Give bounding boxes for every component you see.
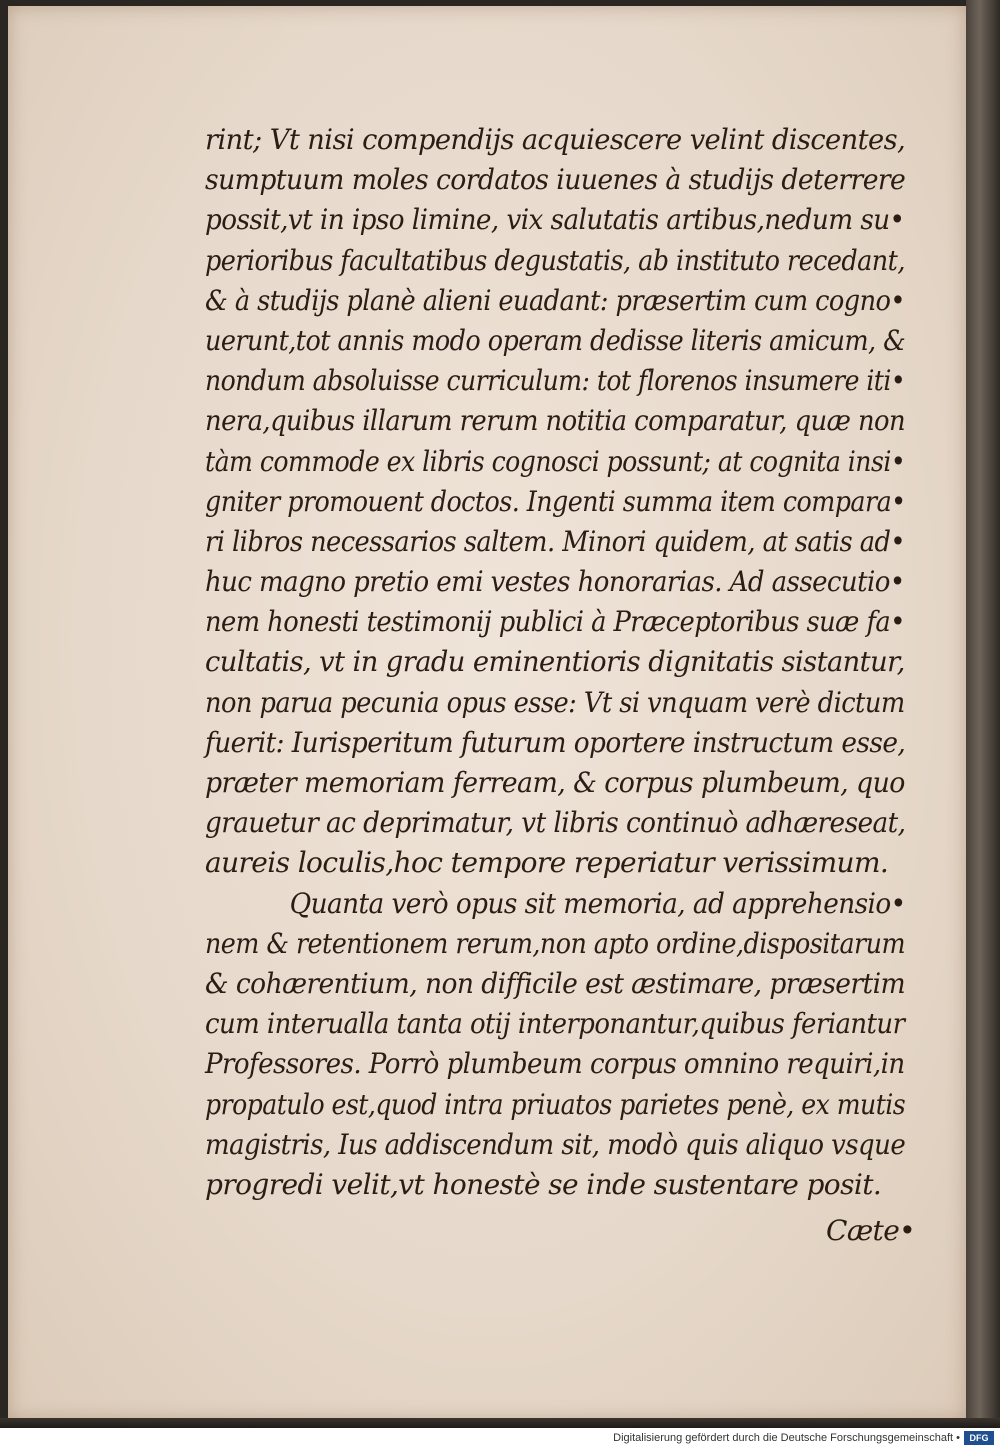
text-line: nondum absoluisse curriculum: tot florenos insumere iti• [205, 364, 906, 398]
text-line: rint; Vt nisi compendijs acquiescere velint discentes, [205, 123, 906, 156]
text-line: huc magno pretio emi vestes honorarias. Ad assecutio• [205, 565, 905, 599]
digitization-footer [0, 1428, 1000, 1449]
page-text [205, 120, 905, 1205]
text-line: tàm commode ex libris cognosci possunt; at cognita insi• [205, 444, 906, 478]
dfg-logo: DFG [964, 1431, 994, 1445]
text-line: magistris, Ius addiscendum sit, modò quis aliquo vsque [205, 1127, 906, 1161]
text-line: progredi velit,vt honestè se inde sustentare posit. [205, 1167, 882, 1201]
text-line: possit,vt in ipso limine, vix salutatis artibus,nedum su• [205, 203, 905, 237]
text-line: fuerit: Iurisperitum futurum oportere instructum esse, [205, 725, 906, 759]
text-line: aureis loculis,hoc tempore reperiatur verissimum. [205, 846, 889, 880]
footer-credit: Digitalisierung gefördert durch die Deutsche Forschungsgemeinschaft • [613, 1432, 960, 1444]
text-line: & à studijs planè alieni euadant: præsertim cum cogno• [205, 283, 905, 317]
text-line: propatulo est,quod intra priuatos parietes penè, ex mutis [205, 1087, 906, 1121]
book-edge-bottom [0, 1418, 1000, 1428]
text-line: præter memoriam ferream, & corpus plumbeum, quo [205, 766, 905, 799]
text-line: non parua pecunia opus esse: Vt si vnquam verè dictum [205, 685, 905, 719]
text-line: Quanta verò opus sit memoria, ad apprehensio• [289, 886, 906, 920]
text-line: grauetur ac deprimatur, vt libris continuò adhæreseat, [205, 806, 906, 840]
book-edge-right [966, 0, 1000, 1428]
text-line: Professores. Porrò plumbeum corpus omnino requiri,in [205, 1047, 905, 1081]
text-line: nem & retentionem rerum,non apto ordine,dispositarum [205, 926, 906, 960]
text-line: ri libros necessarios saltem. Minori quidem, at satis ad• [205, 524, 906, 558]
text-line: gniter promouent doctos. Ingenti summa item compara• [205, 484, 906, 518]
text-line: uerunt,tot annis modo operam dedisse literis amicum, & [205, 323, 906, 357]
text-line: perioribus facultatibus degustatis, ab instituto recedant, [205, 243, 905, 277]
text-line: cultatis, vt in gradu eminentioris dignitatis sistantur, [205, 645, 905, 679]
catchword: Cæte• [826, 1214, 916, 1247]
text-line: sumptuum moles cordatos iuuenes à studijs deterrere [205, 163, 906, 197]
text-line: nem honesti testimonij publici à Præceptoribus suæ fa• [205, 605, 905, 639]
text-line: nera,quibus illarum rerum notitia comparatur, quæ non [205, 404, 906, 438]
text-line: & cohærentium, non difficile est æstimare, præsertim [205, 966, 906, 1000]
text-line: cum interualla tanta otij interponantur,quibus feriantur [205, 1007, 905, 1041]
